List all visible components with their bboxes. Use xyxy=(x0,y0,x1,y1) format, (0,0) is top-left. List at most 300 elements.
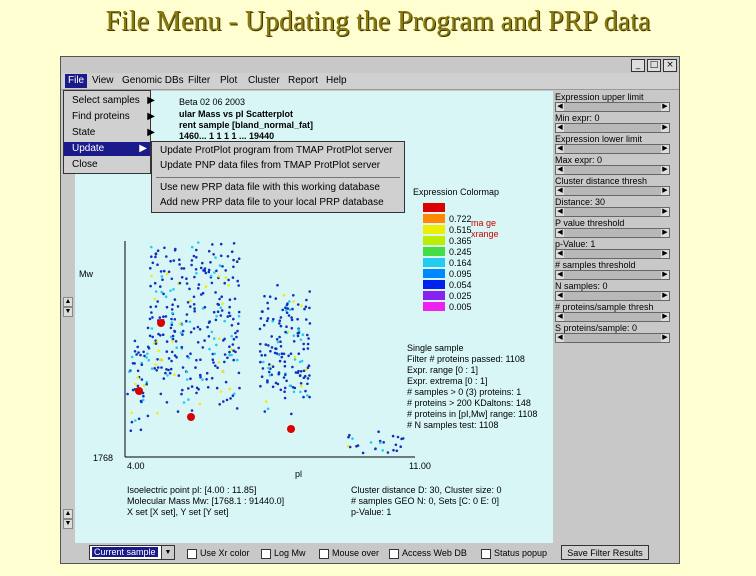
data-point xyxy=(220,314,223,317)
data-point xyxy=(197,341,200,344)
data-point xyxy=(220,390,223,393)
threshold-label: Max expr: 0 xyxy=(555,155,603,165)
menu-help[interactable]: Help xyxy=(326,75,347,86)
legend-swatch xyxy=(423,225,445,234)
data-point xyxy=(298,352,301,355)
data-point xyxy=(191,409,194,412)
menu-cluster[interactable]: Cluster xyxy=(248,75,280,86)
x-min-label: 4.00 xyxy=(127,461,145,471)
scroll-down-icon[interactable]: ▼ xyxy=(64,520,72,527)
data-point xyxy=(236,407,239,410)
data-point xyxy=(234,351,237,354)
data-point xyxy=(308,307,311,310)
data-point xyxy=(281,356,284,359)
menu-filter[interactable]: Filter xyxy=(188,75,211,86)
maximize-icon[interactable]: □ xyxy=(647,59,661,72)
scatter-points xyxy=(126,241,404,454)
data-point xyxy=(264,354,267,357)
data-point xyxy=(164,372,167,375)
menu-close[interactable]: Close xyxy=(72,159,98,170)
threshold-slider[interactable] xyxy=(555,207,670,217)
data-point xyxy=(137,385,140,388)
footer-left-line: Molecular Mass Mw: [1768.1 : 91440.0] xyxy=(127,496,285,506)
data-point xyxy=(290,413,293,416)
data-point xyxy=(157,366,160,369)
data-point xyxy=(284,331,287,334)
slider-right-icon[interactable]: ▶ xyxy=(662,103,668,110)
slider-right-icon[interactable]: ▶ xyxy=(662,145,668,152)
data-point xyxy=(197,241,200,244)
data-point xyxy=(238,372,241,375)
data-point xyxy=(169,289,172,292)
legend-value: 0.164 xyxy=(449,258,472,268)
slider-left-icon[interactable]: ◀ xyxy=(557,103,563,110)
data-point xyxy=(370,441,373,444)
data-point xyxy=(236,280,239,283)
slider-left-icon[interactable]: ◀ xyxy=(557,292,563,299)
data-point xyxy=(272,386,275,389)
scroll-up-icon[interactable]: ▲ xyxy=(64,298,72,305)
data-point xyxy=(236,330,239,333)
slider-left-icon[interactable]: ◀ xyxy=(557,145,563,152)
minimize-icon[interactable]: _ xyxy=(631,59,645,72)
legend-swatch xyxy=(423,291,445,300)
data-point xyxy=(151,316,154,319)
data-point xyxy=(161,278,164,281)
data-point xyxy=(228,351,231,354)
data-point xyxy=(155,253,158,256)
data-point xyxy=(188,288,191,291)
data-point xyxy=(279,319,282,322)
slider-right-icon[interactable]: ▶ xyxy=(662,250,668,257)
data-point xyxy=(293,340,296,343)
data-point xyxy=(400,438,403,441)
footer-right-line: Cluster distance D: 30, Cluster size: 0 xyxy=(351,485,502,495)
data-point xyxy=(151,367,154,370)
data-point xyxy=(163,377,166,380)
data-point xyxy=(233,338,236,341)
data-point xyxy=(140,429,143,432)
data-point xyxy=(283,294,286,297)
x-max-label: 11.00 xyxy=(409,461,431,471)
data-point xyxy=(230,335,233,338)
data-point xyxy=(195,392,198,395)
data-point xyxy=(165,295,168,298)
data-point xyxy=(351,437,354,440)
menu-find-proteins[interactable]: Find proteins ▶ xyxy=(72,111,155,122)
threshold-slider[interactable] xyxy=(555,249,670,259)
data-point xyxy=(284,387,287,390)
protplot-window xyxy=(60,56,680,564)
data-point xyxy=(269,295,272,298)
data-point xyxy=(162,333,165,336)
data-point xyxy=(308,290,311,293)
data-point xyxy=(136,346,139,349)
menu-update[interactable]: Update ▶ xyxy=(64,142,150,156)
data-point xyxy=(272,365,275,368)
menu-report[interactable]: Report xyxy=(288,75,319,86)
menu-genomic-dbs[interactable]: Genomic DBs xyxy=(122,75,184,86)
legend-swatch xyxy=(423,302,445,311)
checkbox-log-mw[interactable]: Log Mw xyxy=(261,548,306,559)
data-point xyxy=(132,362,135,365)
data-point xyxy=(263,295,266,298)
data-point xyxy=(178,258,181,261)
data-point xyxy=(190,264,193,267)
data-point xyxy=(276,284,279,287)
data-point xyxy=(167,369,170,372)
data-point xyxy=(147,346,150,349)
threshold-slider[interactable] xyxy=(555,102,670,112)
data-point xyxy=(238,387,241,390)
data-point xyxy=(156,263,159,266)
data-point xyxy=(276,352,279,355)
slider-left-icon[interactable]: ◀ xyxy=(557,271,563,278)
data-point xyxy=(211,243,214,246)
data-point xyxy=(392,435,395,438)
data-point xyxy=(178,263,181,266)
data-point xyxy=(275,348,278,351)
data-point xyxy=(278,373,281,376)
data-point xyxy=(260,354,263,357)
data-point xyxy=(193,303,196,306)
data-point xyxy=(225,276,228,279)
data-point xyxy=(216,387,219,390)
data-point xyxy=(194,366,197,369)
save-filter-results-button[interactable]: Save Filter Results xyxy=(561,545,649,560)
data-point xyxy=(181,389,184,392)
data-point-highlight xyxy=(135,387,143,395)
data-point xyxy=(220,243,223,246)
slider-left-icon[interactable]: ◀ xyxy=(557,229,563,236)
checkbox-status-popup[interactable]: Status popup xyxy=(481,548,547,559)
data-point xyxy=(259,343,262,346)
slider-right-icon[interactable]: ▶ xyxy=(662,187,668,194)
data-point xyxy=(201,378,204,381)
file-dropdown xyxy=(63,90,155,174)
data-point xyxy=(215,344,218,347)
data-point xyxy=(203,339,206,342)
threshold-slider[interactable] xyxy=(555,333,670,343)
data-point xyxy=(300,339,303,342)
data-point xyxy=(229,298,232,301)
data-point xyxy=(300,385,303,388)
bottom-toolbar xyxy=(61,543,679,563)
data-point xyxy=(178,374,181,377)
menu-update-pnp-data[interactable]: Update PNP data files from TMAP ProtPlot server xyxy=(160,160,381,171)
data-point xyxy=(135,353,138,356)
data-point xyxy=(157,249,160,252)
data-point xyxy=(218,275,221,278)
checkbox-access-web-db[interactable]: Access Web DB xyxy=(389,548,467,559)
data-point xyxy=(237,347,240,350)
data-point xyxy=(210,275,213,278)
data-point xyxy=(283,376,286,379)
window-titlebar xyxy=(61,57,679,73)
data-point xyxy=(229,315,232,318)
data-point xyxy=(297,335,300,338)
data-point xyxy=(149,267,152,270)
data-point xyxy=(174,318,177,321)
slider-left-icon[interactable]: ◀ xyxy=(557,124,563,131)
data-point xyxy=(207,386,210,389)
data-point xyxy=(151,336,154,339)
data-point xyxy=(382,441,385,444)
data-point xyxy=(308,396,311,399)
data-point xyxy=(155,305,158,308)
data-point xyxy=(211,331,214,334)
legend-swatch xyxy=(423,269,445,278)
data-point xyxy=(392,449,395,452)
data-point xyxy=(174,249,177,252)
slider-left-icon[interactable]: ◀ xyxy=(557,313,563,320)
threshold-label: S proteins/sample: 0 xyxy=(555,323,638,333)
menu-state[interactable]: State ▶ xyxy=(72,127,155,138)
update-submenu xyxy=(151,141,405,213)
data-point xyxy=(387,451,390,454)
data-point xyxy=(237,322,240,325)
sample-select-value: Current sample xyxy=(94,547,156,557)
data-point xyxy=(199,328,202,331)
data-point xyxy=(154,364,157,367)
data-point xyxy=(302,348,305,351)
slider-right-icon[interactable]: ▶ xyxy=(662,124,668,131)
slider-left-icon[interactable]: ◀ xyxy=(557,334,563,341)
data-point xyxy=(306,394,309,397)
data-point xyxy=(159,285,162,288)
data-point xyxy=(154,282,157,285)
data-point xyxy=(270,335,273,338)
data-point xyxy=(186,282,189,285)
slider-right-icon[interactable]: ▶ xyxy=(662,229,668,236)
slider-right-icon[interactable]: ▶ xyxy=(662,334,668,341)
threshold-slider[interactable] xyxy=(555,291,670,301)
data-point xyxy=(168,271,171,274)
threshold-slider[interactable] xyxy=(555,165,670,175)
data-point xyxy=(153,298,156,301)
menu-view[interactable]: View xyxy=(92,75,114,86)
legend-note: xrange xyxy=(471,229,499,239)
data-point xyxy=(228,306,231,309)
slider-right-icon[interactable]: ▶ xyxy=(662,313,668,320)
data-point xyxy=(160,366,163,369)
data-point xyxy=(395,444,398,447)
data-point xyxy=(214,365,217,368)
slider-right-icon[interactable]: ▶ xyxy=(662,208,668,215)
data-point xyxy=(143,355,146,358)
data-point xyxy=(187,301,190,304)
data-point xyxy=(307,347,310,350)
data-point xyxy=(186,355,189,358)
data-point xyxy=(286,304,289,307)
checkbox-mouse-over[interactable]: Mouse over xyxy=(319,548,379,559)
data-point xyxy=(199,403,202,406)
legend-value: 0.054 xyxy=(449,280,472,290)
data-point xyxy=(201,262,204,265)
data-point xyxy=(347,445,350,448)
threshold-slider[interactable] xyxy=(555,144,670,154)
slider-right-icon[interactable]: ▶ xyxy=(662,292,668,299)
data-point xyxy=(223,282,226,285)
threshold-panel xyxy=(553,91,679,543)
slider-right-icon[interactable]: ▶ xyxy=(662,271,668,278)
threshold-slider[interactable] xyxy=(555,186,670,196)
data-point xyxy=(195,359,198,362)
data-point xyxy=(379,442,382,445)
slider-left-icon[interactable]: ◀ xyxy=(557,208,563,215)
data-point xyxy=(140,400,143,403)
data-point xyxy=(222,400,225,403)
data-point xyxy=(259,361,262,364)
submenu-arrow-icon: ▶ xyxy=(147,111,155,122)
data-point xyxy=(213,353,216,356)
data-point xyxy=(238,311,241,314)
data-point xyxy=(221,302,224,305)
menu-add-new-prp[interactable]: Add new PRP data file to your local PRP database xyxy=(160,197,384,208)
data-point xyxy=(147,415,150,418)
data-point xyxy=(215,319,218,322)
stat-line: # samples > 0 (3) proteins: 1 xyxy=(407,387,522,397)
data-point xyxy=(155,290,158,293)
data-point xyxy=(220,295,223,298)
legend-swatch xyxy=(423,280,445,289)
threshold-slider[interactable] xyxy=(555,228,670,238)
legend-note: ma ge xyxy=(471,218,497,228)
data-point xyxy=(186,371,189,374)
data-point xyxy=(150,255,153,258)
data-point xyxy=(193,310,196,313)
data-point xyxy=(281,309,284,312)
data-point xyxy=(279,340,282,343)
threshold-slider[interactable] xyxy=(555,270,670,280)
data-point xyxy=(284,365,287,368)
data-point xyxy=(170,368,173,371)
data-point xyxy=(180,332,183,335)
data-point xyxy=(299,361,302,364)
data-point xyxy=(131,356,134,359)
slider-left-icon[interactable]: ◀ xyxy=(557,250,563,257)
menu-file[interactable]: File xyxy=(65,74,87,88)
menu-separator xyxy=(156,177,400,178)
data-point xyxy=(297,303,300,306)
data-point xyxy=(262,361,265,364)
checkbox-use-xr-color[interactable]: Use Xr color xyxy=(187,548,250,559)
legend-value: 0.025 xyxy=(449,291,472,301)
data-point xyxy=(236,260,239,263)
data-point xyxy=(149,335,152,338)
data-point xyxy=(208,348,211,351)
data-point xyxy=(171,278,174,281)
chevron-down-icon[interactable]: ▼ xyxy=(161,546,174,559)
sample-select[interactable] xyxy=(89,545,175,560)
data-point xyxy=(186,378,189,381)
data-point xyxy=(211,282,214,285)
data-point xyxy=(141,378,144,381)
scroll-up-icon[interactable]: ▲ xyxy=(64,510,72,517)
close-icon[interactable]: × xyxy=(663,59,677,72)
data-point xyxy=(226,357,229,360)
data-point xyxy=(189,321,192,324)
data-point xyxy=(271,346,274,349)
sample-label: rent sample [bland_normal_fat] xyxy=(179,120,314,130)
data-point xyxy=(191,385,194,388)
data-point xyxy=(160,393,163,396)
menu-update-protplot-program[interactable]: Update ProtPlot program from TMAP ProtPlot server xyxy=(160,145,393,156)
data-point xyxy=(191,259,194,262)
slide-title: File Menu - Updating the Program and PRP data xyxy=(105,6,651,37)
data-point xyxy=(224,269,227,272)
data-point xyxy=(181,324,184,327)
data-point xyxy=(174,298,177,301)
slider-left-icon[interactable]: ◀ xyxy=(557,166,563,173)
threshold-slider[interactable] xyxy=(555,312,670,322)
data-point xyxy=(308,374,311,377)
x-axis-label: pl xyxy=(295,469,303,479)
legend-title: Expression Colormap xyxy=(413,187,500,197)
data-point xyxy=(265,400,268,403)
data-point xyxy=(259,328,262,331)
data-point xyxy=(284,306,287,309)
data-point xyxy=(149,318,152,321)
data-point xyxy=(292,300,295,303)
threshold-slider[interactable] xyxy=(555,123,670,133)
data-point xyxy=(265,343,268,346)
data-point xyxy=(166,272,169,275)
menu-plot[interactable]: Plot xyxy=(220,75,238,86)
data-point xyxy=(299,391,302,394)
data-point xyxy=(171,312,174,315)
slider-right-icon[interactable]: ▶ xyxy=(662,166,668,173)
data-point xyxy=(166,340,169,343)
data-point xyxy=(182,366,185,369)
data-point xyxy=(183,267,186,270)
data-point xyxy=(191,246,194,249)
data-point xyxy=(224,353,227,356)
data-point xyxy=(289,308,292,311)
data-point xyxy=(182,330,185,333)
legend-value: 0.245 xyxy=(449,247,472,257)
data-point xyxy=(166,374,169,377)
data-point xyxy=(138,418,141,421)
data-point xyxy=(234,298,237,301)
data-point xyxy=(381,449,384,452)
data-point xyxy=(199,358,202,361)
menu-select-samples[interactable]: Select samples ▶ xyxy=(72,95,155,106)
data-point xyxy=(175,346,178,349)
stat-line: # N samples test: 1108 xyxy=(407,420,499,430)
data-point xyxy=(162,315,165,318)
legend-swatch xyxy=(423,203,445,212)
data-point xyxy=(233,393,236,396)
data-point xyxy=(180,393,183,396)
data-point xyxy=(303,377,306,380)
scroll-down-icon[interactable]: ▼ xyxy=(64,308,72,315)
data-point xyxy=(280,325,283,328)
menu-use-new-prp[interactable]: Use new PRP data file with this working database xyxy=(160,182,380,193)
stat-line: Single sample xyxy=(407,343,464,353)
legend-swatch xyxy=(423,236,445,245)
slider-left-icon[interactable]: ◀ xyxy=(557,187,563,194)
data-point xyxy=(294,356,297,359)
stat-line: # proteins > 200 KDaltons: 148 xyxy=(407,398,531,408)
data-point xyxy=(173,373,176,376)
data-point xyxy=(170,318,173,321)
data-point xyxy=(156,358,159,361)
data-point xyxy=(171,308,174,311)
submenu-arrow-icon: ▶ xyxy=(139,143,147,154)
y-axis-label: Mw xyxy=(79,269,93,279)
data-point xyxy=(231,324,234,327)
